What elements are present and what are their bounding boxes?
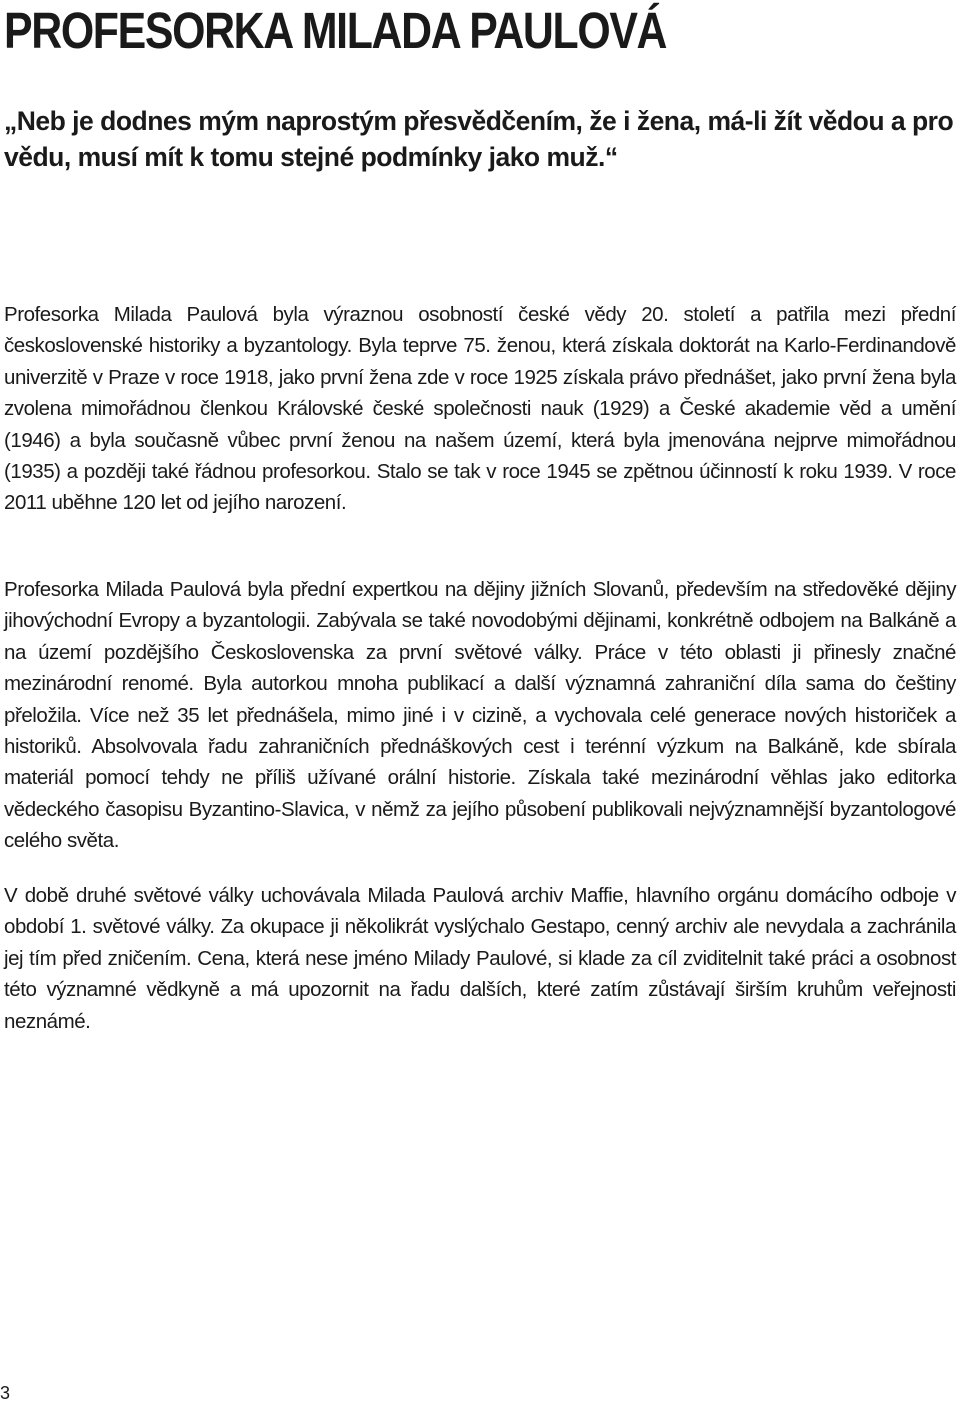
paragraph-2: Profesorka Milada Paulová byla přední expertkou na dějiny jižních Slovanů, především na středověké dějiny jihovýchodní Evropy a byzantologii. Zabývala se také novodobými dějinami, konkrétně odbojem na Balkáně a na území pozdějšího Československa za první světové války. Práce v této oblasti ji přinesly značné mezinárodní renomé. Byla autorkou mnoha publikací a další významná zahraniční díla sama do češtiny přeložila. Více než 35 let přednášela, mimo jiné i v cizině, a vychovala celé generace nových historiček a historiků. Absolvovala řadu zahraničních přednáškových cest i terénní výzkum na Balkáně, kde sbírala materiál pomocí tehdy ne příliš užívané orální historie. Získala také mezinárodní věhlas jako editorka vědeckého časopisu Byzantino-Slavica, v němž za jejího působení publikovali nejvýznamnější byzantologové celého světa. [4,578,956,853]
paragraph-3: V době druhé světové války uchovávala Milada Paulová archiv Maffie, hlavního orgánu domácího odboje v období 1. světové války. Za okupace ji několikrát vyslýchalo Gestapo, cenný archiv ale nevydala a zachránila jej tím před zničením. Cena, která nese jméno Milady Paulové, si klade za cíl zviditelnit také práci a osobnost této významné vědkyně a má upozornit na řadu dalších, které zatím zůstávají širším kruhům veřejnosti neznámé. [4,884,956,1033]
page-title: PROFESORKA MILADA PAULOVÁ [4,2,667,59]
paragraph-1: Profesorka Milada Paulová byla výraznou osobností české vědy 20. století a patřila mezi přední československé historiky a byzantology. Byla teprve 75. ženou, která získala doktorát na Karlo-Ferdinandově univerzitě v Praze v roce 1918, jako první žena zde v roce 1925 získala právo přednášet, jako první žena byla zvolena mimořádnou členkou Královské české společnosti nauk (1929) a České akademie věd a umění (1946) a byla současně vůbec první ženou na našem území, která byla jmenována nejprve mimořádnou (1935) a později také řádnou profesorkou. Stalo se tak v roce 1945 se zpětnou účinností k roku 1939. V roce 2011 uběhne 120 let od jejího narození. [4,303,956,515]
page-number: 3 [0,1383,11,1403]
quote: „Neb je dodnes mým naprostým přesvědčením, že i žena, má-li žít vědou a pro vědu, musí mít k tomu stejné podmínky jako muž.“ [4,106,954,172]
